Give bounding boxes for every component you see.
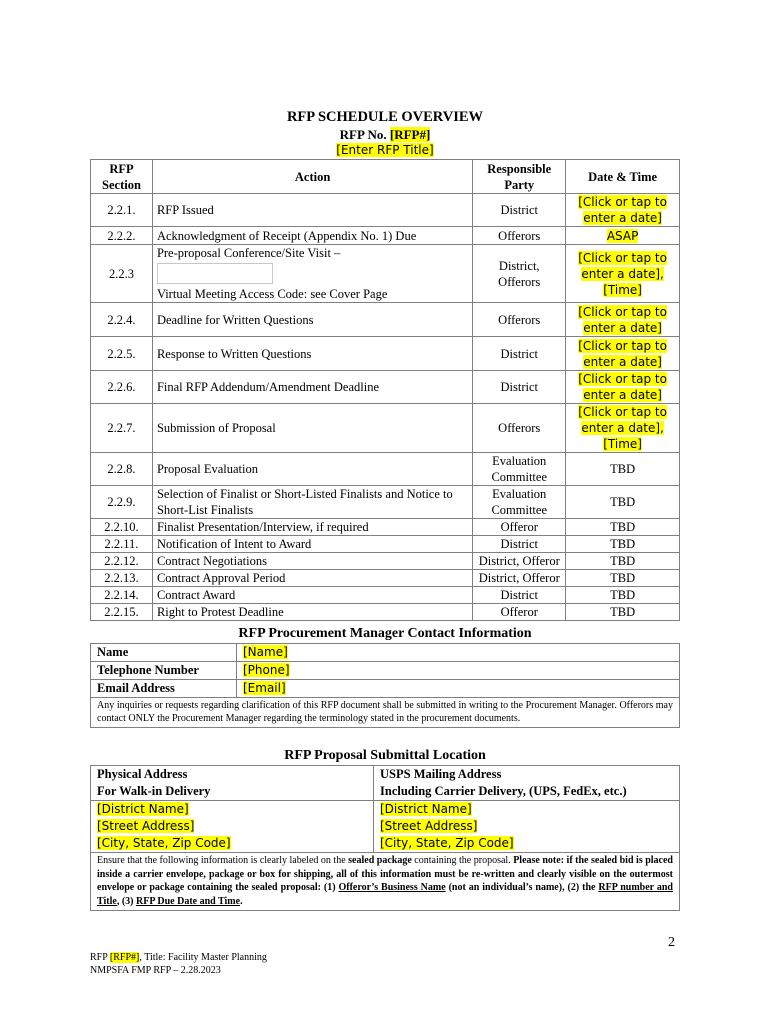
row-action: Deadline for Written Questions bbox=[152, 303, 472, 337]
contact-heading: RFP Procurement Manager Contact Information bbox=[238, 626, 532, 641]
row-section: 2.2.13. bbox=[91, 570, 153, 587]
physical-city-field[interactable]: [City, State, Zip Code] bbox=[97, 836, 231, 850]
row-section: 2.2.15. bbox=[91, 604, 153, 621]
table-row bbox=[91, 553, 680, 570]
date-field[interactable]: ASAP bbox=[606, 228, 639, 243]
row-section: 2.2.12. bbox=[91, 553, 153, 570]
table-row bbox=[91, 604, 680, 621]
row-action: Finalist Presentation/Interview, if required bbox=[152, 519, 472, 536]
table-row bbox=[91, 404, 680, 453]
email-cell bbox=[237, 680, 680, 698]
row-section: 2.2.3 bbox=[91, 245, 153, 303]
physical-district-field[interactable]: [District Name] bbox=[97, 802, 189, 816]
row-party: Offeror bbox=[473, 604, 566, 621]
row-date: TBD bbox=[566, 453, 680, 486]
row-action: Contract Award bbox=[152, 587, 472, 604]
rfp-number-field[interactable]: [RFP#] bbox=[389, 127, 431, 142]
date-picker-field[interactable]: [Click or tap to enter a date] bbox=[578, 304, 667, 335]
row-action: Response to Written Questions bbox=[152, 337, 472, 371]
row-action: Contract Approval Period bbox=[152, 570, 472, 587]
row-party: District, Offeror bbox=[473, 553, 566, 570]
date-picker-field[interactable]: [Click or tap to enter a date] bbox=[578, 372, 667, 402]
contact-table bbox=[90, 643, 680, 728]
phone-label: Telephone Number bbox=[91, 662, 237, 680]
row-party: District bbox=[473, 536, 566, 553]
contact-name-row bbox=[91, 644, 680, 662]
row-action: Submission of Proposal bbox=[152, 404, 472, 453]
row-date bbox=[566, 371, 680, 404]
row-date: TBD bbox=[566, 519, 680, 536]
mailing-address-header: USPS Mailing Address Including Carrier Delivery, (UPS, FedEx, etc.) bbox=[374, 766, 680, 801]
date-picker-field[interactable]: [Click or tap to enter a date] bbox=[578, 338, 667, 369]
row-action: Contract Negotiations bbox=[152, 553, 472, 570]
table-row bbox=[91, 587, 680, 604]
row-date: TBD bbox=[566, 536, 680, 553]
row-date: TBD bbox=[566, 570, 680, 587]
submittal-address-row bbox=[91, 801, 680, 853]
row-party: Offerors bbox=[473, 404, 566, 453]
submittal-note-row bbox=[91, 853, 680, 911]
row-date bbox=[566, 337, 680, 371]
rfp-title-field[interactable]: [Enter RFP Title] bbox=[336, 143, 434, 157]
mailing-address-cell bbox=[374, 801, 680, 853]
footer-rfp-number: [RFP#] bbox=[109, 952, 140, 963]
col-header-action: Action bbox=[152, 160, 472, 194]
meeting-link-input[interactable] bbox=[157, 263, 273, 284]
row-section: 2.2.10. bbox=[91, 519, 153, 536]
row-party: District bbox=[473, 194, 566, 227]
contact-note: Any inquiries or requests regarding clarification of this RFP document shall be submitted in writing to the Procurement Manager. Offerors may contact ONLY the Procurement Manager regarding the terminology stated in the procurement documents. bbox=[91, 698, 680, 728]
table-row bbox=[91, 303, 680, 337]
row-date: TBD bbox=[566, 553, 680, 570]
row-section: 2.2.8. bbox=[91, 453, 153, 486]
row-action: RFP Issued bbox=[152, 194, 472, 227]
row-section: 2.2.14. bbox=[91, 587, 153, 604]
email-field[interactable]: [Email] bbox=[243, 681, 286, 695]
table-row bbox=[91, 337, 680, 371]
date-picker-field[interactable]: [Click or tap to enter a date], [Time] bbox=[578, 250, 667, 297]
row-date: TBD bbox=[566, 604, 680, 621]
physical-street-field[interactable]: [Street Address] bbox=[97, 819, 195, 833]
row-party: Offerors bbox=[473, 303, 566, 337]
row-party: District bbox=[473, 371, 566, 404]
row-section: 2.2.6. bbox=[91, 371, 153, 404]
row-date bbox=[566, 404, 680, 453]
mailing-district-field[interactable]: [District Name] bbox=[380, 802, 472, 816]
table-row bbox=[91, 570, 680, 587]
submittal-header-row bbox=[91, 766, 680, 801]
mailing-city-field[interactable]: [City, State, Zip Code] bbox=[380, 836, 514, 850]
date-picker-field[interactable]: [Click or tap to enter a date], [Time] bbox=[578, 405, 667, 451]
phone-field[interactable]: [Phone] bbox=[243, 663, 290, 677]
row-date bbox=[566, 303, 680, 337]
page-number: 2 bbox=[668, 935, 675, 950]
col-header-section: RFP Section bbox=[91, 160, 153, 194]
row-party: Offeror bbox=[473, 519, 566, 536]
contact-email-row bbox=[91, 680, 680, 698]
row-date: TBD bbox=[566, 486, 680, 519]
phone-cell bbox=[237, 662, 680, 680]
table-row bbox=[91, 245, 680, 303]
row-action: Proposal Evaluation bbox=[152, 453, 472, 486]
contact-note-row bbox=[91, 698, 680, 728]
contact-phone-row bbox=[91, 662, 680, 680]
name-field[interactable]: [Name] bbox=[243, 645, 288, 659]
row-section: 2.2.4. bbox=[91, 303, 153, 337]
email-label: Email Address bbox=[91, 680, 237, 698]
row-action: Final RFP Addendum/Amendment Deadline bbox=[152, 371, 472, 404]
schedule-header-row bbox=[91, 160, 680, 194]
row-action: Pre-proposal Conference/Site Visit – Virtual Meeting Access Code: see Cover Page bbox=[152, 245, 472, 303]
row-party: Offerors bbox=[473, 227, 566, 245]
row-section: 2.2.2. bbox=[91, 227, 153, 245]
row-date bbox=[566, 227, 680, 245]
table-row bbox=[91, 486, 680, 519]
date-picker-field[interactable]: [Click or tap to enter a date] bbox=[578, 195, 667, 225]
submittal-heading: RFP Proposal Submittal Location bbox=[284, 748, 486, 763]
rfp-number-line bbox=[0, 127, 770, 143]
name-cell bbox=[237, 644, 680, 662]
row-action: Right to Protest Deadline bbox=[152, 604, 472, 621]
submittal-table bbox=[90, 765, 680, 911]
row-section: 2.2.1. bbox=[91, 194, 153, 227]
row-section: 2.2.7. bbox=[91, 404, 153, 453]
rfp-number-label: RFP No. bbox=[339, 127, 387, 142]
row-party: District, Offeror bbox=[473, 570, 566, 587]
row-party: District, Offerors bbox=[473, 245, 566, 303]
row-date bbox=[566, 194, 680, 227]
row-party: Evaluation Committee bbox=[473, 453, 566, 486]
submittal-note: Ensure that the following information is clearly labeled on the sealed package containing the proposal. Please note: if the sealed bid is placed inside a carrier envelope, package or box for shipping, all of this information must be re-written and clearly visible on the outermost envelope or package containing the sealed proposal: (1) Offeror’s Business Name (not an individual’s name), (2) the RFP number and Title, (3) RFP Due Date and Time. bbox=[91, 853, 680, 911]
page-footer: RFP [RFP#], Title: Facility Master Planning NMPSFA FMP RFP – 2.28.2023 bbox=[90, 952, 267, 976]
col-header-party: Responsible Party bbox=[473, 160, 566, 194]
row-action: Selection of Finalist or Short-Listed Finalists and Notice to Short-List Finalists bbox=[152, 486, 472, 519]
row-date: TBD bbox=[566, 587, 680, 604]
row-party: District bbox=[473, 587, 566, 604]
row-section: 2.2.11. bbox=[91, 536, 153, 553]
table-row bbox=[91, 519, 680, 536]
table-row bbox=[91, 194, 680, 227]
row-section: 2.2.5. bbox=[91, 337, 153, 371]
schedule-table bbox=[90, 159, 680, 621]
row-action: Acknowledgment of Receipt (Appendix No. 1) Due bbox=[152, 227, 472, 245]
row-date bbox=[566, 245, 680, 303]
physical-address-header: Physical Address For Walk-in Delivery bbox=[91, 766, 374, 801]
table-row bbox=[91, 227, 680, 245]
row-action: Notification of Intent to Award bbox=[152, 536, 472, 553]
table-row bbox=[91, 453, 680, 486]
name-label: Name bbox=[91, 644, 237, 662]
table-row bbox=[91, 536, 680, 553]
mailing-street-field[interactable]: [Street Address] bbox=[380, 819, 478, 833]
row-section: 2.2.9. bbox=[91, 486, 153, 519]
document-title: RFP SCHEDULE OVERVIEW bbox=[286, 109, 484, 125]
col-header-date: Date & Time bbox=[566, 160, 680, 194]
rfp-title-line bbox=[0, 143, 770, 158]
physical-address-cell bbox=[91, 801, 374, 853]
row-party: District bbox=[473, 337, 566, 371]
table-row bbox=[91, 371, 680, 404]
row-party: Evaluation Committee bbox=[473, 486, 566, 519]
